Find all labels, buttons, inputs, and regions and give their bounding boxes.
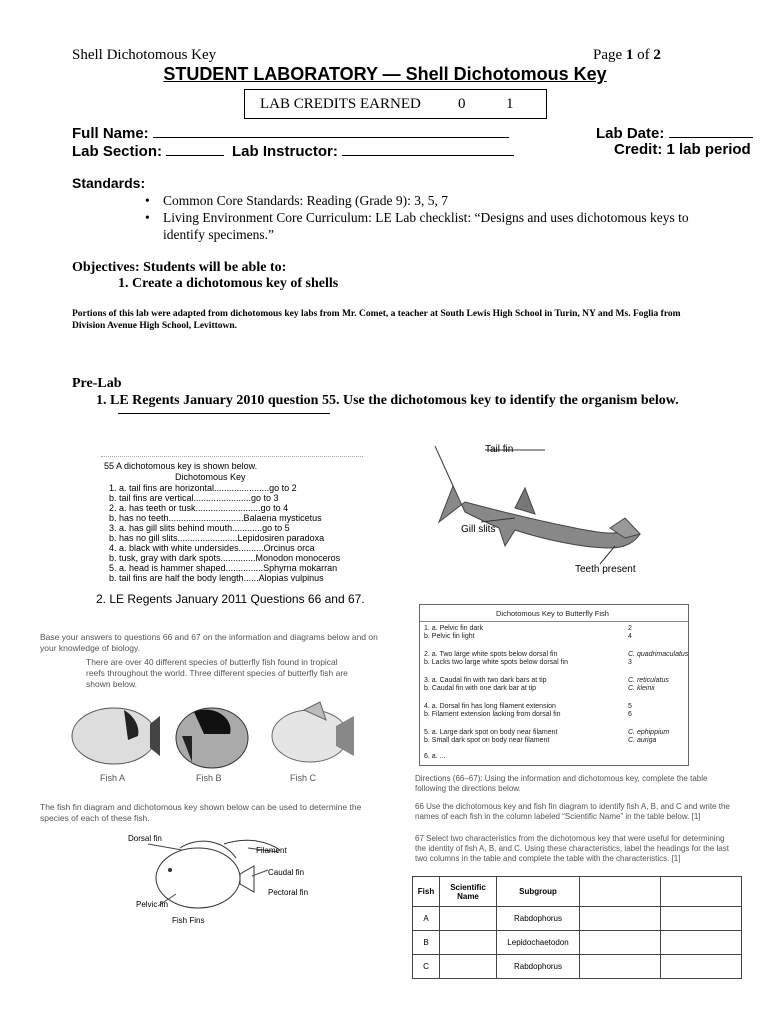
shark-key-row: 2. a. has teeth or tusk..........................go to 4 [109,503,289,513]
page-current: 1 [625,47,634,63]
fish-fin-icon [128,830,328,925]
table-row [413,955,742,979]
credits-label: LAB CREDITS EARNED [260,96,421,112]
lab-date-line[interactable] [669,123,753,138]
butterfly-fish-images [64,700,364,783]
page-title: STUDENT LABORATORY — Shell Dichotomous Key [163,64,607,84]
credits-option-1: 1 [506,96,514,112]
fin-diagram-text: The fish fin diagram and dichotomous key shown below can be used to determine the species of each of these fish. [40,802,362,823]
butterfly-key-row: 6. a. ... [424,753,446,760]
fish-fin-diagram [128,830,328,925]
table-cell: Rabdophorus [497,955,580,979]
butterfly-key-divider [420,621,688,622]
table-header: Subgroup [497,877,580,907]
table-cell-answer[interactable] [661,955,742,979]
butterfly-key-row: b. Pelvic fin light [424,633,475,640]
butterfly-key-result: C. quadrimaculatus [628,651,689,658]
table-cell-answer[interactable] [661,907,742,931]
shark-key-title: Dichotomous Key [175,472,246,482]
table-header: Scientific Name [440,877,497,907]
question-67: 67 Select two characteristics from the dichotomous key that were useful for determining the identity of fish A, B, and C. Using these characteristics, label the headings for the last two columns in the table and complete the table with the characteristics. [1] [415,834,729,863]
lab-date-field [596,123,753,142]
shark-key-row: b. has no gill slits........................Lepidosiren paradoxa [109,533,325,543]
table-row [413,931,742,955]
butterfly-key-result: 3 [628,659,632,666]
butterfly-key-row: b. Filament extension lacking from dorsal fin [424,711,561,718]
shark-key-row: b. tusk, gray with dark spots..............Monodon monoceros [109,553,341,563]
table-cell: A [413,907,440,931]
objective-item: 1. Create a dichotomous key of shells [118,276,339,291]
butterfly-key-result: C. kleinii [628,685,655,692]
butterfly-key-row: 4. a. Dorsal fin has long filament extension [424,703,556,710]
full-name-field [72,123,509,142]
standards-heading: Standards: [72,175,146,191]
butterfly-key-row: 5. a. Large dark spot on body near filament [424,729,558,736]
table-cell-answer[interactable] [440,907,497,931]
shark-key-row: b. tail fins are half the body length......Alopias vulpinus [109,573,324,583]
butterfly-key-row: 2. a. Two large white spots below dorsal fin [424,651,558,658]
shark-key-row: 1. a. tail fins are horizontal......................go to 2 [109,483,297,493]
butterfly-key-row: b. Caudal fin with one dark bar at tip [424,685,537,692]
fish-fins-caption: Fish Fins [172,916,205,925]
butterfly-key-row: 3. a. Caudal fin with two dark bars at tip [424,677,547,684]
fish-answer-table [412,876,742,979]
page-number [593,47,661,64]
shark-key-intro: 55 A dichotomous key is shown below. [104,461,258,471]
page-label: Page [593,47,623,63]
butterfly-key-result: C. ephippium [628,729,670,736]
lab-date-label: Lab Date: [596,125,665,142]
table-cell-answer[interactable] [580,907,661,931]
standard-item: • Living Environment Core Curriculum: LE Lab checklist: “Designs and uses dichotomous keys to identify specimens.” [145,209,715,243]
lab-section-label: Lab Section: [72,143,163,160]
table-header-blank[interactable] [580,877,661,907]
table-cell: B [413,931,440,955]
directions-text: Directions (66–67): Using the information and dichotomous key, complete the table following the directions below. [415,774,708,793]
table-header: Fish [413,877,440,907]
shark-key-row: b. tail fins are vertical.......................go to 3 [109,493,279,503]
prelab-heading: Pre-Lab [72,376,122,391]
page-total: 2 [653,47,661,63]
butterfly-key-row: b. Lacks two large white spots below dorsal fin [424,659,568,666]
objectives-heading: Objectives: Students will be able to: [72,260,287,275]
credit-period: Credit: 1 lab period [614,141,751,158]
lab-instructor-line[interactable] [342,141,514,156]
prelab-question-1: 1. LE Regents January 2010 question 55. Use the dichotomous key to identify the organism below. [96,393,679,408]
hammerhead-shark-icon [425,438,665,578]
lab-instructor-label: Lab Instructor: [232,143,338,160]
dorsal-fin-label: Dorsal fin [128,834,162,843]
lab-section-field [72,141,224,160]
full-name-line[interactable] [153,123,509,138]
teeth-present-label: Teeth present [575,564,636,575]
shark-key-row: 5. a. head is hammer shaped...............Sphyrna mokarran [109,563,338,573]
butterfly-key-result: 4 [628,633,632,640]
document-name: Shell Dichotomous Key [72,47,217,63]
full-name-label: Full Name: [72,125,149,142]
credit-note: Portions of this lab were adapted from dichotomous key labs from Mr. Comet, a teacher at South Lewis High School in Turin, NY and Ms. Foglia from Division Avenue High School, Levittown. [72,309,681,331]
table-cell-answer[interactable] [661,931,742,955]
butterfly-fish-icon [64,700,364,780]
table-cell: Lepidochaetodon [497,931,580,955]
butterfly-key-panel [419,604,689,766]
credits-option-0: 0 [458,96,466,112]
table-cell: C [413,955,440,979]
shark-key-panel [101,456,363,581]
page-of: of [637,47,650,63]
question-66: 66 Use the dichotomous key and fish fin diagram to identify fish A, B, and C and write the names of each fish in the column labeled “Scientific Name” in the table below. [1] [415,802,730,821]
standard-item: • Common Core Standards: Reading (Grade 9): 3, 5, 7 [145,192,715,209]
tail-fin-label: Tail fin [485,444,514,455]
shark-key-row: b. has no teeth..............................Balaena mysticetus [109,513,322,523]
pelvic-fin-label: Pelvic fin [136,900,169,909]
table-cell-answer[interactable] [440,955,497,979]
butterfly-paragraph: There are over 40 different species of butterfly fish found in tropical reefs throughout the world. Three different species of butterfly fish are shown below. [86,657,348,689]
lab-credits-box [244,89,547,119]
table-header-blank[interactable] [661,877,742,907]
pectoral-fin-label: Pectoral fin [268,888,309,897]
butterfly-key-result: C. auriga [628,737,657,744]
table-cell-answer[interactable] [440,931,497,955]
shark-key-row: 3. a. has gill slits behind mouth............go to 5 [109,523,290,533]
prelab-question-2: 2. LE Regents January 2011 Questions 66 and 67. [96,592,365,606]
shark-key-row: 4. a. black with white undersides..........Orcinus orca [109,543,315,553]
lab-section-line[interactable] [166,141,224,156]
butterfly-key-result: C. reticulatus [628,677,669,684]
gill-slits-label: Gill slits [461,524,496,535]
answer-line-1[interactable] [118,413,330,414]
butterfly-key-title: Dichotomous Key to Butterfly Fish [496,609,609,618]
butterfly-key-result: 5 [628,703,632,710]
caudal-fin-label: Caudal fin [268,868,305,877]
table-row [413,907,742,931]
fish-b-label: Fish B [196,773,222,783]
butterfly-key-result: 2 [628,625,632,632]
lab-instructor-field [232,141,514,160]
butterfly-key-row: b. Small dark spot on body near filament [424,737,550,744]
butterfly-key-row: 1. a. Pelvic fin dark [424,625,484,632]
standards-list [145,192,715,243]
table-cell-answer[interactable] [580,955,661,979]
fish-c-label: Fish C [290,773,317,783]
butterfly-intro: Base your answers to questions 66 and 67 on the information and diagrams below and on your knowledge of biology. [40,632,378,653]
filament-label: Filament [256,846,287,855]
fish-a-label: Fish A [100,773,126,783]
shark-illustration [425,438,665,578]
table-cell-answer[interactable] [580,931,661,955]
table-cell: Rabdophorus [497,907,580,931]
butterfly-key-result: 6 [628,711,632,718]
